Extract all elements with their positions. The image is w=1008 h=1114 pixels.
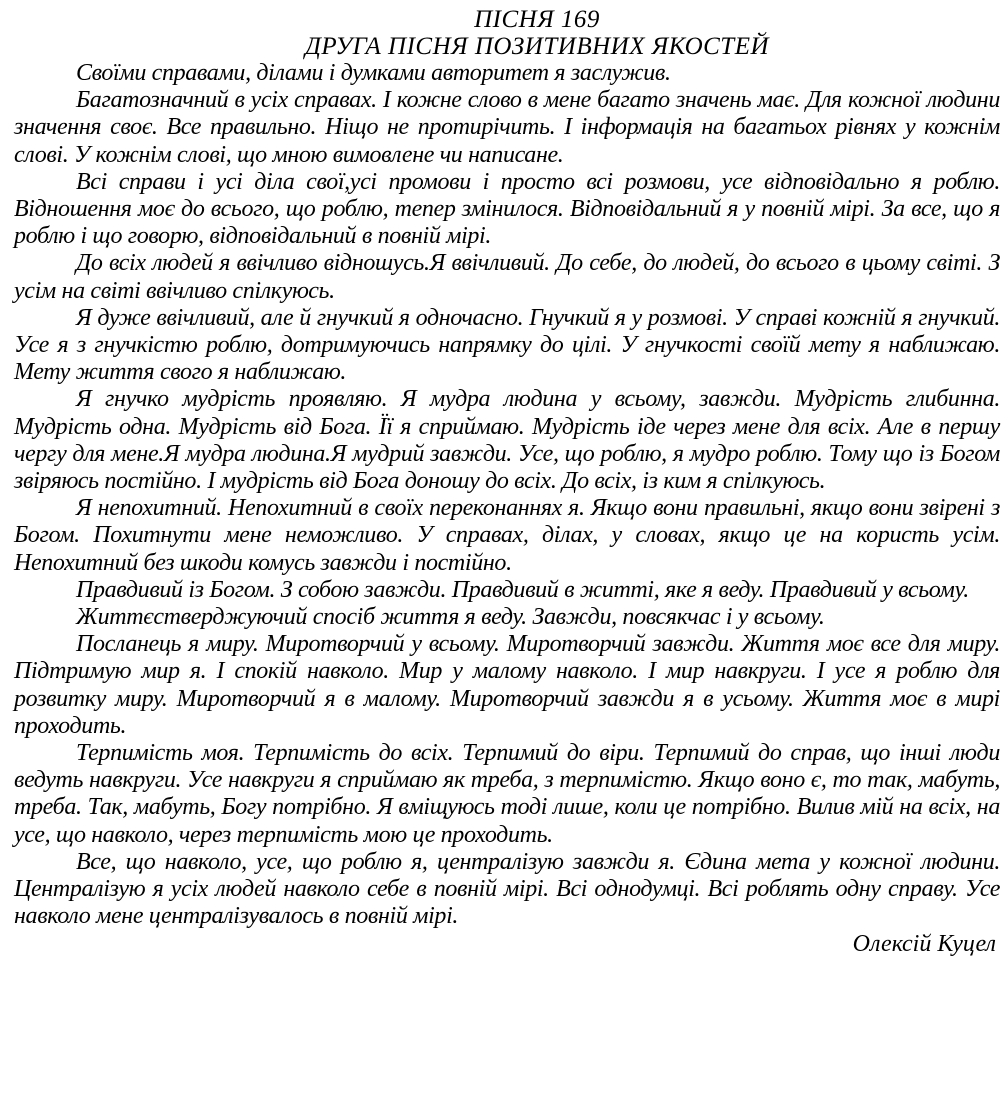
paragraph: Терпимість моя. Терпимість до всіх. Терпимий до віри. Терпимий до справ, що інші люди ведуть навкруги. Усе навкруги я сприймаю як треба, з терпимістю. Якщо воно є, то так, мабуть, треба. Так, мабуть, Богу потрібно. Я вміщуюсь тоді лише, коли це потрібно. Вилив мій на всіх, на усе, що навколо, через терпимість мою це проходить. [14,740,1000,848]
paragraph: До всіх людей я ввічливо відношусь.Я ввічливий. До себе, до людей, до всього в цьому світі. З усім на світі ввічливо спілкуюсь. [14,250,1000,304]
paragraph: Я непохитний. Непохитний в своїх переконаннях я. Якщо вони правильні, якщо вони звірені з Богом. Похитнути мене неможливо. У справах, ділах, у словах, якщо це на користь усім. Непохитний без шкоди комусь завжди і постійно. [14,495,1000,576]
paragraph: Я гнучко мудрість проявляю. Я мудра людина у всьому, завжди. Мудрість глибинна. Мудрість одна. Мудрість від Бога. Її я сприймаю. Мудрість іде через мене для всіх. Але в першу чергу для мене.Я мудра людина.Я мудрий завжди. Усе, що роблю, я мудро роблю. Тому що із Богом звіряюсь постійно. І мудрість від Бога доношу до всіх. До всіх, із ким я спілкуюсь. [14,386,1000,495]
song-subtitle: ДРУГА ПІСНЯ ПОЗИТИВНИХ ЯКОСТЕЙ [304,33,770,60]
paragraph: Життєстверджуючий спосіб життя я веду. Завжди, повсякчас і у всьому. [76,604,825,631]
paragraph: Все, що навколо, усе, що роблю я, централізую завжди я. Єдина мета у кожної людини. Централізую я усіх людей навколо себе в повній мірі. Всі однодумці. Всі роблять одну справу. Усе навколо мене централізувалось в повній мірі. [14,848,1000,930]
paragraph: Своїми справами, ділами і думками авторитет я заслужив. [76,60,671,86]
paragraph: Всі справи і усі діла свої,усі промови і просто всі розмови, усе відповідально я роблю. Відношення моє до всього, що роблю, тепер змінилося. Відповідальний я у повній мірі. За все, що я роблю і що говорю, відповідальний в повній мірі. [14,168,1000,250]
author-signature: Олексій Куцел [852,930,996,957]
paragraph: Посланець я миру. Миротворчий у всьому. Миротворчий завжди. Життя моє все для миру. Підтримую мир я. І спокій навколо. Мир у малому навколо. І мир навкруги. І усе я роблю для розвитку миру. Миротворчий я в малому. Миротворчий завжди я в усьому. Життя моє в мирі проходить. [14,631,1000,739]
paragraph: Я дуже ввічливий, але й гнучкий я одночасно. Гнучкий я у розмові. У справі кожній я гнучкий. Усе я з гнучкістю роблю, дотримуючись напрямку до цілі. У гнучкості своїй мету я наближаю. Мету життя свого я наближаю. [14,304,1000,386]
paragraph: Багатозначний в усіх справах. І кожне слово в мене багато значень має. Для кожної людини значення своє. Все правильно. Ніщо не протирічить. І інформація на багатьох рівнях у кожнім слові. У кожнім слові, що мною вимовлене чи написане. [14,87,1000,168]
song-body [14,60,1000,931]
paragraph: Правдивий із Богом. З собою завжди. Правдивий в житті, яке я веду. Правдивий у всьому. [76,576,969,603]
song-title: ПІСНЯ 169 [474,6,600,33]
